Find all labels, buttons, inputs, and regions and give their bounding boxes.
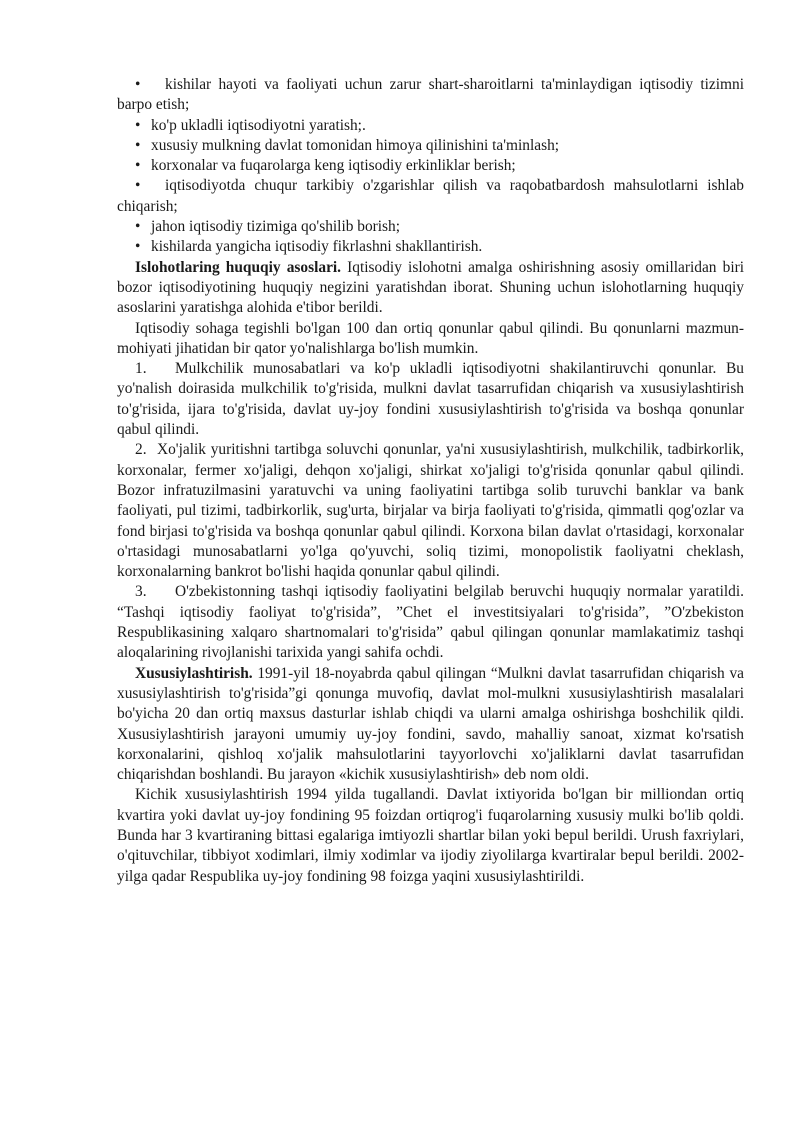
bullet-mark: • (135, 218, 141, 236)
bullet-item (117, 217, 744, 237)
item-number: 3. (135, 583, 147, 601)
numbered-item (117, 359, 744, 440)
bullet-mark: • (135, 238, 141, 256)
bullet-mark: • (135, 157, 141, 175)
numbered-item (117, 582, 744, 663)
bullet-text: ko'p ukladli iqtisodiyotni yaratish;. (151, 116, 366, 134)
privatization-heading: Xususiylashtirish. (135, 664, 253, 682)
item-text: O'zbekistonning tashqi iqtisodiy faoliyatini belgilab beruvchi huquqiy normalar yaratildi. “Tashqi iqtisodiy faoliyat to'g'risida”, ”Chet el investitsiyalari to'g'risida”, ”O'zbekiston Respublikasining xalqaro shartnomalari to'g'risida” qabul qilingan qonunlar mamlakatimiz tashqi aloqalarining rivojlanishi tarixida yangi sahifa ochdi. (117, 583, 744, 662)
bullet-text: xususiy mulkning davlat tomonidan himoya qilinishini ta'minlash; (151, 136, 560, 154)
bullet-mark: • (135, 116, 141, 134)
bullet-item (117, 176, 744, 217)
bullet-text: kishilar hayoti va faoliyati uchun zarur shart-sharoitlarni ta'minlaydigan iqtisodiy tizimni barpo etish; (117, 76, 744, 114)
numbered-item (117, 440, 744, 582)
laws-intro-paragraph: Iqtisodiy sohaga tegishli bo'lgan 100 dan ortiq qonunlar qabul qilindi. Bu qonunlarni mazmun-mohiyati jihatidan bir qator yo'nalishlarga bo'lish mumkin. (117, 319, 744, 357)
bullet-mark: • (135, 76, 141, 93)
bullet-item (117, 75, 744, 116)
bullet-item (117, 156, 744, 176)
bullet-text: iqtisodiyotda chuqur tarkibiy o'zgarishlar qilish va raqobatbardosh mahsulotlarni ishlab chiqarish; (117, 177, 744, 215)
legal-basis-text: Iqtisodiy islohotni amalga oshirishning asosiy omillaridan biri bozor iqtisodiyotining huquqiy negizini yaratishdan iborat. Shuning uchun islohotlarning huquqiy asoslarini yaratishga alohida e'tibor berildi. (117, 258, 744, 317)
bullet-item (117, 136, 744, 156)
item-number: 2. (135, 441, 147, 459)
bullet-mark: • (135, 177, 141, 195)
small-privatization-paragraph: Kichik xususiylashtirish 1994 yilda tugallandi. Davlat ixtiyorida bo'lgan bir milliondan ortiq kvartira yoki davlat uy-joy fondining 95 foizdan ortiqrog'i fuqarolarning xususiy mulki bo'lib qoldi. Bunda har 3 kvartiraning bittasi egalariga imtiyozli shartlar bilan yoki bepul berildi. Urush faxriylari, o'qituvchilar, tibbiyot xodimlari, ilmiy xodimlar va ijodiy ziyolilarga kvartiralar bepul berildi. 2002-yilga qadar Respublika uy-joy fondining 98 foizga yaqini xususiylashtirildi. (117, 786, 744, 885)
legal-basis-paragraph (117, 258, 744, 319)
item-text: Xo'jalik yuritishni tartibga soluvchi qonunlar, ya'ni xususiylashtirish, mulkchilik, tadbirkorlik, korxonalar, fermer xo'jaligi, dehqon xo'jaligi, shirkat xo'jaligi to'g'risida qonunlar qabul qilindi. Bozor infratuzilmasini yaratuvchi va uning faoliyatini tartibga solib turuvchi banklar va bank faoliyati, pul tizimi, tadbirkorlik, sug'urta, birjalar va birja faoliyati to'g'risida, qimmatli qog'ozlar va fond birjasi to'g'risida va boshqa qonunlar qabul qilindi. Korxona bilan davlat o'rtasidagi, korxonalar o'rtasidagi munosabatlarni yo'lga qo'yuvchi, soliq tizimi, monopolistik faoliyatni cheklash, korxonalarning bankrot bo'lishi haqida qonunlar qabul qilindi. (117, 441, 744, 581)
legal-basis-heading: Islohotlaring huquqiy asoslari. (135, 258, 342, 276)
privatization-paragraph (117, 664, 744, 786)
item-text: Mulkchilik munosabatlari va ko'p ukladli iqtisodiyotni shakilantiruvchi qonunlar. Bu yo'nalish doirasida mulkchilik to'g'risida, mulkni davlat tasarrufidan chiqarish va xususiylashtirish to'g'risida, ijara to'g'risida, davlat uy-joy fondini xususiylashtirish to'g'risida va boshqa qonunlar qabul qilindi. (117, 360, 744, 439)
item-number: 1. (135, 360, 147, 378)
bullet-item (117, 237, 744, 257)
bullet-mark: • (135, 136, 141, 154)
bullet-text: jahon iqtisodiy tizimiga qo'shilib borish; (151, 218, 401, 236)
document-page (117, 75, 744, 887)
privatization-text: 1991-yil 18-noyabrda qabul qilingan “Mulkni davlat tasarrufidan chiqarish va xususiylashtirish to'g'risida”gi qonunga muvofiq, davlat mol-mulkni xususiylashtirish masalalari bo'yicha 20 dan ortiq maxsus dasturlar ishlab chiqdi va ularni amalga oshirishga boshchilik qildi. Xususiylashtirish jarayoni umumiy uy-joy fondini, savdo, mahalliy sanoat, xizmat ko'rsatish korxonalarini, qishloq xo'jalik mahsulotlarini tayyorlovchi xo'jaliklarni davlat tasarrufidan chiqarishdan boshlandi. Bu jarayon «kichik xususiylashtirish» deb nom oldi. (117, 664, 744, 784)
bullet-text: kishilarda yangicha iqtisodiy fikrlashni shakllantirish. (151, 238, 483, 256)
bullet-text: korxonalar va fuqarolarga keng iqtisodiy erkinliklar berish; (151, 157, 516, 175)
bullet-item (117, 116, 744, 136)
